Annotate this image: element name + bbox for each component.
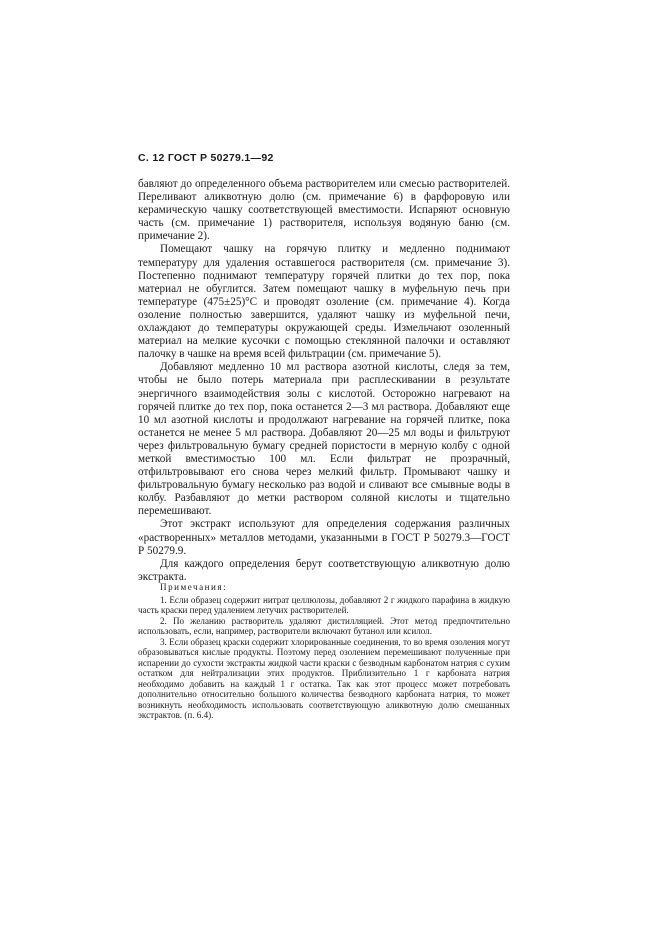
paragraph-aliquot: Для каждого определения берут соответствующую аликвотную долю экстракта.	[138, 557, 510, 583]
note-item-2: 2. По желанию растворитель удаляют дистилляцией. Этот метод предпочтительно использовать, если, например, растворители включают бутанол или ксилол.	[138, 615, 510, 636]
note-item-3: 3. Если образец краски содержит хлорированные соединения, то во время озоления могут образовываться кислые продукты. Поэтому перед озолением перемешивают полученные при испарении до сухости экстракты жидкой части краски с безводным карбонатом натрия с сухим остатком для нейтрализации этих продуктов. Приблизительно 1 г карбоната натрия необходимо добавить на каждый 1 г остатка. Так как этот процесс может потребовать дополнительно относительно большого количества безводного карбоната натрия, то может возникнуть необходимость использовать соответствующую аликвотную долю смешанных экстрактов. (п. 6.4).	[138, 636, 510, 720]
note-item-1: 1. Если образец содержит нитрат целлюлозы, добавляют 2 г жидкого парафина в жидкую часть краски перед удалением летучих растворителей.	[138, 594, 510, 615]
body-text	[138, 178, 510, 584]
page-header: С. 12 ГОСТ Р 50279.1—92	[138, 152, 274, 164]
paragraph-extract-use: Этот экстракт используют для определения содержания различных «растворенных» металлов методами, указанными в ГОСТ Р 50279.3—ГОСТ Р 50279.9.	[138, 518, 510, 557]
paragraph-nitric-acid: Добавляют медленно 10 мл раствора азотной кислоты, следя за тем, чтобы не было потерь материала при расплескивании в результате энергичного взаимодействия золы с кислотой. Осторожно нагревают на горячей плитке до тех пор, пока останется 2—3 мл раствора. Добавляют еще 10 мл азотной кислоты и продолжают нагревание на горячей плитке, пока останется не менее 5 мл раствора. Добавляют 20—25 мл воды и фильтруют через фильтровальную бумагу средней пористости в мерную колбу с одной меткой вместимостью 100 мл. Если фильтрат не прозрачный, отфильтровывают его снова через мелкий фильтр. Промывают чашку и фильтровальную бумагу несколько раз водой и сливают все смывные воды в колбу. Разбавляют до метки раствором соляной кислоты и тщательно перемешивают.	[138, 361, 510, 518]
paragraph-continued: бавляют до определенного объема растворителем или смесью растворителей. Переливают аликвотную долю (см. примечание 6) в фарфоровую или керамическую чашку соответствующей вместимости. Испаряют основную часть (см. примечание 1) растворителя, используя водяную баню (см. примечание 2).	[138, 178, 510, 243]
paragraph-heating: Помещают чашку на горячую плитку и медленно поднимают температуру для удаления оставшегося растворителя (см. примечание 3). Постепенно поднимают температуру горячей плитки до тех пор, пока материал не обуглится. Затем помещают чашку в муфельную печь при температуре (475±25)°С и проводят озоление (см. примечание 4). Когда озоление полностью завершится, удаляют чашку из муфельной печи, охлаждают до температуры окружающей среды. Измельчают озоленный материал на мелкие кусочки с помощью стеклянной палочки и оставляют палочку в чашке на время всей фильтрации (см. примечание 5).	[138, 243, 510, 361]
notes-section	[138, 582, 510, 721]
notes-title: Примечания:	[160, 582, 228, 592]
